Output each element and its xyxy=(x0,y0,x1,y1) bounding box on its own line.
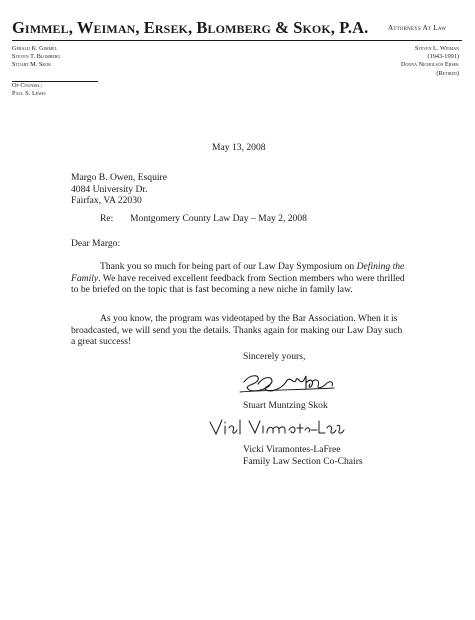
partners-left xyxy=(12,45,60,70)
letterhead-rule xyxy=(12,40,462,41)
salutation: Dear Margo: xyxy=(71,238,121,249)
signature-vicki-viramontes-lafree xyxy=(207,414,347,440)
signature-stuart-skok xyxy=(236,368,340,398)
signer-title: Family Law Section Co-Chairs xyxy=(243,456,363,467)
of-counsel-name: Paul S. Lewis xyxy=(12,90,46,98)
partner-name: Donna Nicholson Ersek xyxy=(400,61,459,69)
body-paragraph: As you know, the program was videotaped by the Bar Association. When it is broadcasted, we will send you the details. Thanks again for making our Law Day such a great success! xyxy=(71,313,403,348)
re-label: Re: xyxy=(100,213,114,224)
paragraph-text: Thank you so much for being part of our Law Day Symposium on xyxy=(100,261,357,272)
signer-name: Stuart Muntzing Skok xyxy=(243,400,328,411)
re-subject: Montgomery County Law Day – May 2, 2008 xyxy=(130,213,307,224)
recipient-line: Margo B. Owen, Esquire xyxy=(71,172,168,183)
firm-name: Gimmel, Weiman, Ersek, Blomberg & Skok, P.A. xyxy=(12,18,369,37)
recipient-line: Fairfax, VA 22030 xyxy=(71,195,142,207)
recipient-address xyxy=(71,172,167,207)
closing: Sincerely yours, xyxy=(243,351,306,362)
partner-name: Gerald K. Gimmel xyxy=(12,45,58,52)
of-counsel xyxy=(12,82,46,98)
partners-right xyxy=(401,45,459,78)
recipient-line: 4084 University Dr. xyxy=(71,183,148,195)
partner-name: Steven T. Blomberg xyxy=(12,53,61,61)
letter-date: May 13, 2008 xyxy=(212,142,266,153)
body-paragraph xyxy=(71,261,406,296)
paragraph-text: . We have received excellent feedback from Section members who were thrilled to be briefed on the topic that is fast becoming a new niche in family law. xyxy=(71,272,405,296)
signer-name: Vicki Viramontes-LaFree xyxy=(243,444,341,455)
partner-name: Stuart M. Skok xyxy=(12,61,52,69)
of-counsel-label: Of Counsel: xyxy=(12,82,43,89)
symposium-title: Defining the Family xyxy=(71,261,405,284)
partner-years: (1943-1991) xyxy=(427,53,459,61)
firm-tagline: Attorneys At Law xyxy=(388,24,447,32)
partner-name: Steven L. Weiman xyxy=(414,45,459,52)
partner-status: (Retired) xyxy=(436,69,459,77)
